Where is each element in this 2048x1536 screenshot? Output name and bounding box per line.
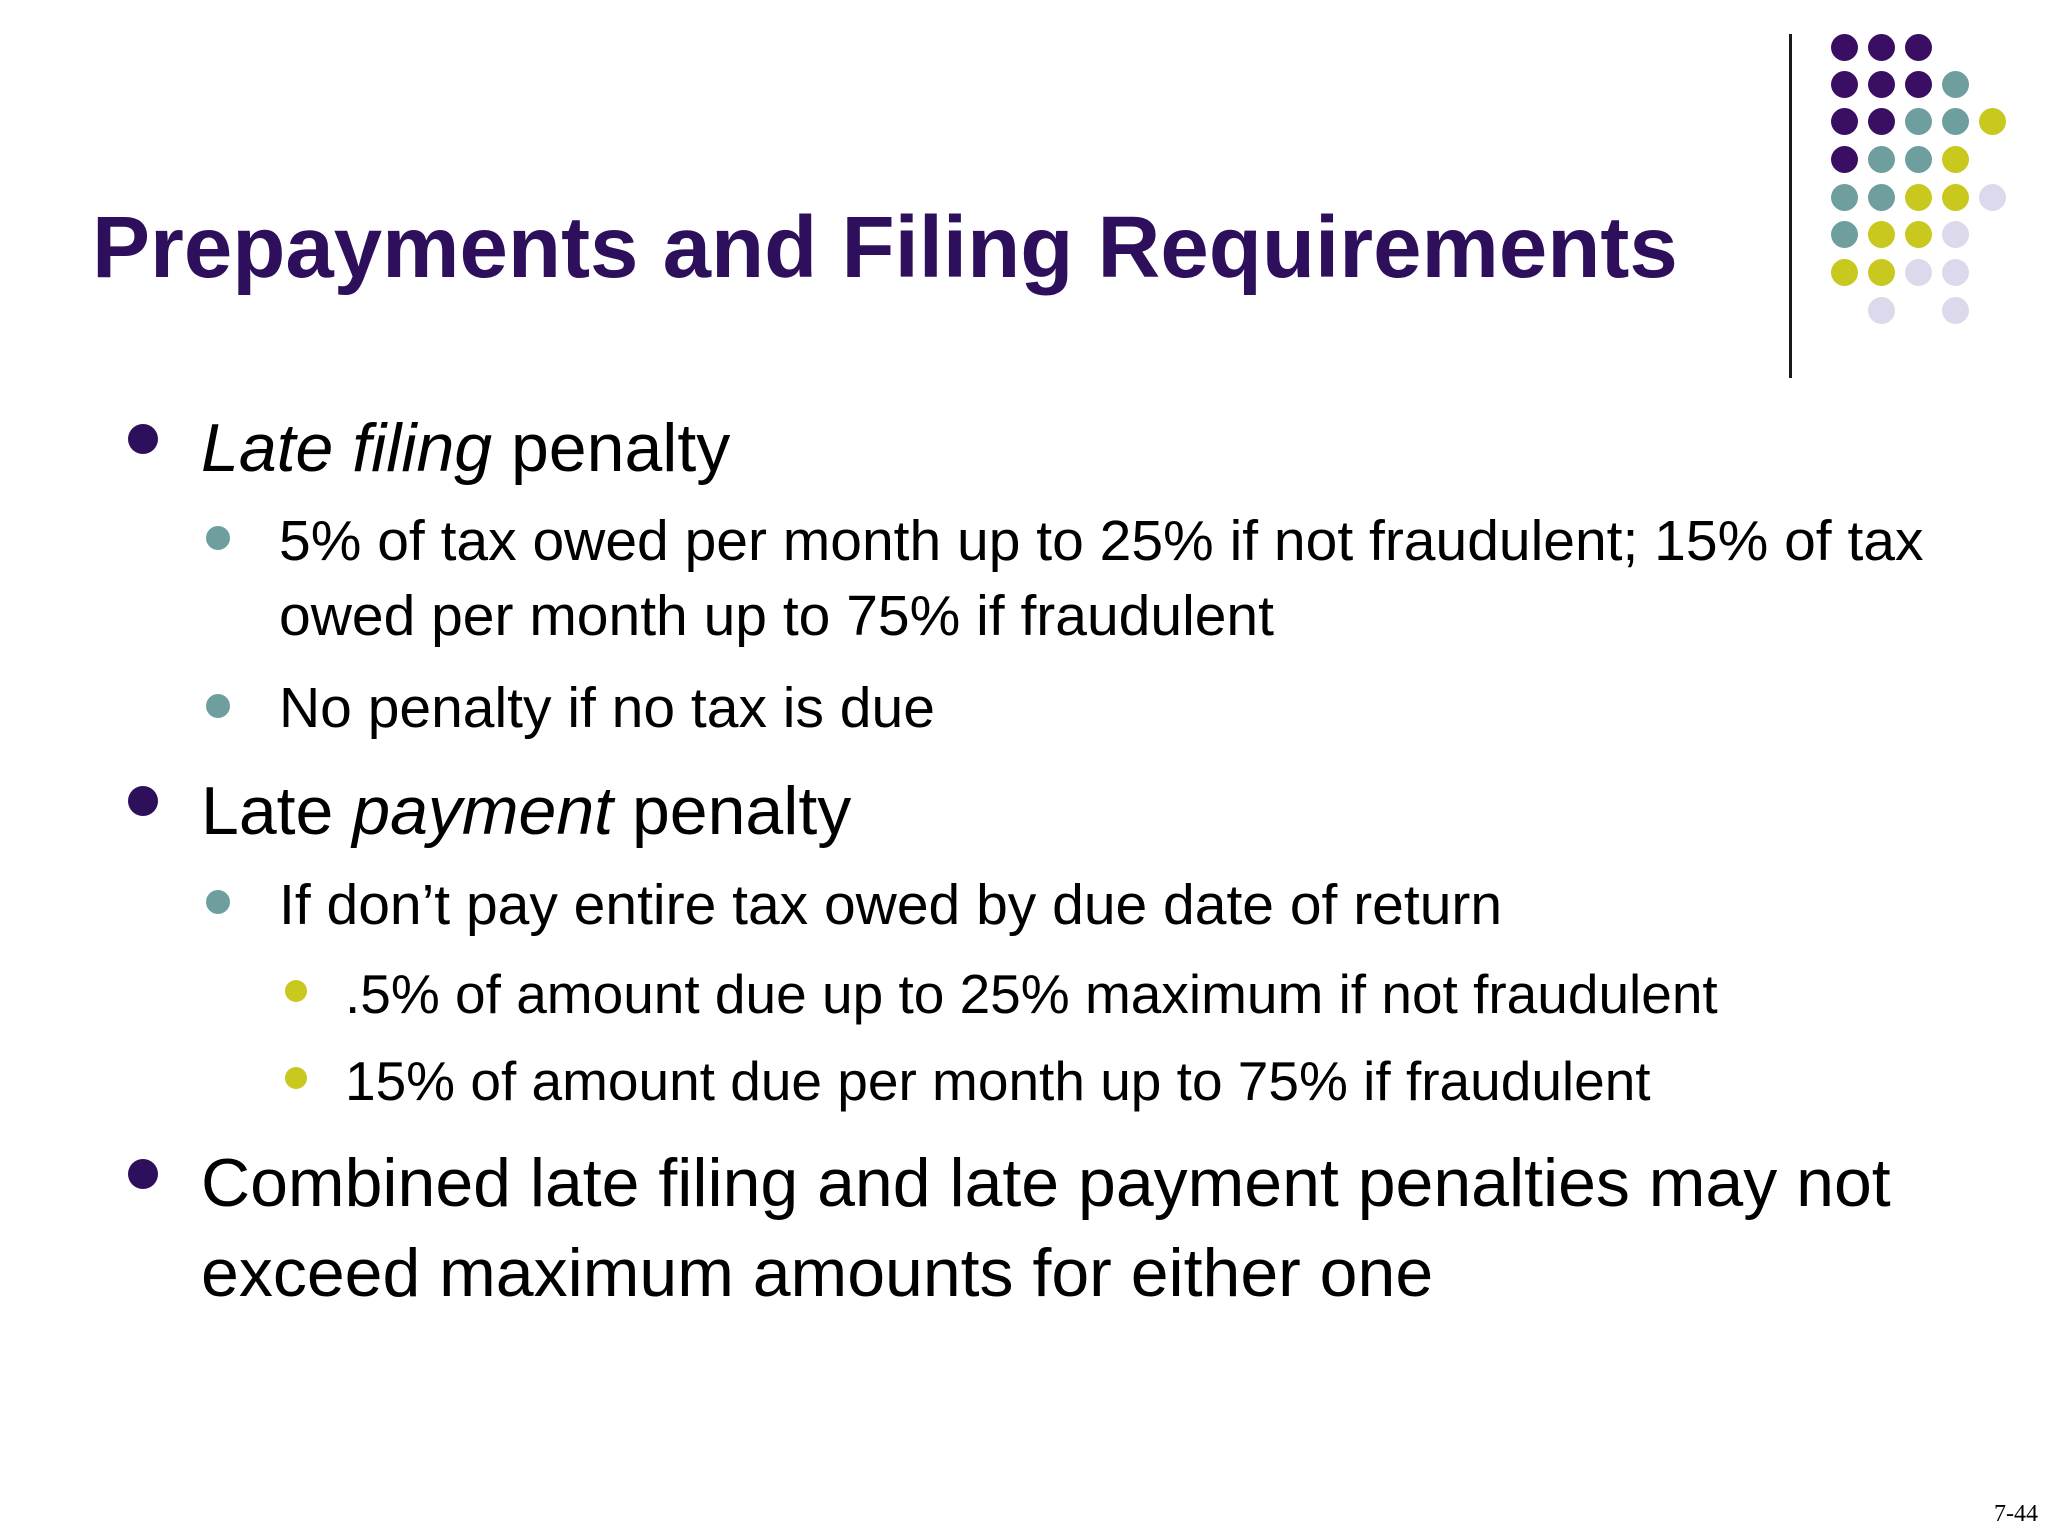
dot-yellow [1942,184,1969,211]
bullet-level1-dot [128,1159,158,1189]
dot-yellow [1905,221,1932,248]
dot-yellow [1868,221,1895,248]
page-number: 7-44 [1994,1501,2038,1527]
dot-teal [1831,221,1858,248]
dot-yellow [1831,259,1858,286]
dot-lavender [1905,259,1932,286]
bullet-late-payment-italic: payment [352,773,614,849]
bullet-late-payment-pre: Late [201,773,353,849]
bullet-late-payment [201,766,1901,856]
dot-lavender [1942,221,1969,248]
dot-purple [1831,71,1858,98]
bullet-level1-dot [128,424,158,454]
dot-yellow [1942,146,1969,173]
sub-bullet-no-tax-due: No penalty if no tax is due [279,676,935,740]
sub-bullet-late-filing-rate: 5% of tax owed per month up to 25% if not fraudulent; 15% of tax owed per month up to 75% if fraudulent [279,509,1924,648]
dot-yellow [1905,184,1932,211]
dot-lavender [1868,297,1895,324]
bullet-late-payment-post: penalty [613,773,852,849]
bullet-late-filing-rest: penalty [492,410,731,486]
dot-teal [1831,184,1858,211]
bullet-level3-dot [285,1067,307,1089]
dot-purple [1868,71,1895,98]
dot-purple [1831,108,1858,135]
bullet-level3-dot [285,980,307,1002]
dot-teal [1868,146,1895,173]
bullet-level2-dot [206,890,230,914]
dot-purple [1868,34,1895,61]
bullet-late-filing [201,403,1901,493]
dot-yellow [1979,108,2006,135]
slide-title: Prepayments and Filing Requirements [92,199,1678,296]
bullet-level2-dot [206,694,230,718]
sub-sub-bullet-fraudulent: 15% of amount due per month up to 75% if fraudulent [345,1050,1651,1112]
dot-teal [1942,108,1969,135]
dot-purple [1831,146,1858,173]
bullet-level1-dot [128,786,158,816]
dot-yellow [1868,259,1895,286]
dot-lavender [1979,184,2006,211]
dot-teal [1942,71,1969,98]
dot-purple [1831,34,1858,61]
sub-sub-bullet-not-fraudulent: .5% of amount due up to 25% maximum if not fraudulent [345,963,1718,1025]
sub-bullet-pay-by-due-date: If don’t pay entire tax owed by due date of return [279,873,1503,937]
dot-teal [1868,184,1895,211]
bullet-late-filing-italic: Late filing [201,410,493,486]
bullet-level2-dot [206,526,230,550]
dot-teal [1905,108,1932,135]
dot-lavender [1942,259,1969,286]
dot-teal [1905,146,1932,173]
dot-purple [1905,34,1932,61]
dot-lavender [1942,297,1969,324]
dot-purple [1905,71,1932,98]
dot-purple [1868,108,1895,135]
bullet-combined-penalties: Combined late filing and late payment penalties may not exceed maximum amounts for either one [201,1145,1891,1311]
